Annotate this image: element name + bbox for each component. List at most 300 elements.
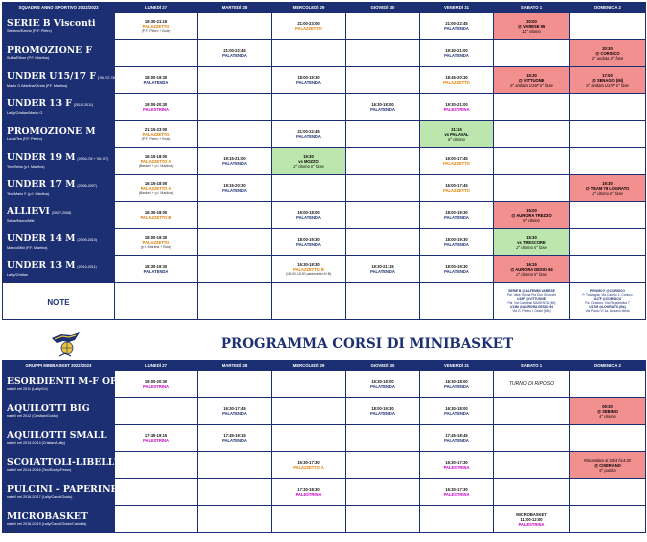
schedule-cell xyxy=(570,371,646,398)
gym-palazzetto: PALAZZETTO xyxy=(443,80,470,85)
schedule-cell xyxy=(198,506,272,533)
session-time: 18:00-19:30 xyxy=(297,75,320,80)
schedule-cell xyxy=(198,67,272,94)
gym-palestrina: PALESTRINA xyxy=(143,438,169,443)
minibasket-title: PROGRAMMA CORSI DI MINIBASKET xyxy=(220,336,514,352)
match-info: 9° ritorno xyxy=(523,217,540,223)
match-info: 6° andata U15F II° fase xyxy=(510,82,553,88)
schedule-cell xyxy=(420,148,494,175)
day-header: DOMENICA 2 xyxy=(570,3,646,13)
match-info: @ VITTUONE xyxy=(518,77,545,83)
team-name xyxy=(7,152,114,165)
schedule-cell xyxy=(420,94,494,121)
day-header: VENERDÌ 31 xyxy=(420,361,494,371)
session-time: 21:00-22:45 xyxy=(297,129,320,134)
team-cell xyxy=(3,175,115,202)
schedule-cell xyxy=(272,229,346,256)
section-label: GRUPPI MINIBASKET 2022/2023 xyxy=(3,361,115,371)
away-game-cell xyxy=(570,40,646,67)
away-game-cell xyxy=(570,67,646,94)
session-note: (Basket + p.f. Martina) xyxy=(138,191,174,195)
team-years: (2010-2011) xyxy=(73,103,94,108)
schedule-cell xyxy=(272,202,346,229)
session-time: 17:30-18:30 xyxy=(297,487,320,492)
session-time: 19:15-21:00 xyxy=(223,156,246,161)
schedule-cell xyxy=(494,94,570,121)
team-cell xyxy=(3,202,115,229)
schedule-cell xyxy=(346,40,420,67)
team-row xyxy=(3,13,646,40)
schedule-cell xyxy=(346,121,420,148)
schedule-cell xyxy=(346,229,420,256)
match-info: 2° andata II° fase xyxy=(591,55,624,61)
day-header: DOMENICA 2 xyxy=(570,361,646,371)
gym-palestrina: PALESTRINA xyxy=(443,492,470,497)
schedule-cell xyxy=(570,202,646,229)
team-cell xyxy=(3,452,136,479)
schedule-cell xyxy=(198,13,272,40)
gym-palatenda: PALATENDA xyxy=(444,26,469,31)
schedule-cell xyxy=(198,256,272,283)
schedule-cell xyxy=(570,121,646,148)
session-time: 19:30-21:15 xyxy=(144,19,168,24)
team-name-text: UNDER 13 M xyxy=(7,260,76,272)
away-game-cell xyxy=(494,256,570,283)
note-line: U15F @VITTUONE xyxy=(517,297,546,301)
session-time: 16:30-18:00 xyxy=(445,406,468,411)
gym-palazzetto: PALAZZETTO xyxy=(142,132,170,137)
schedule-cell xyxy=(198,40,272,67)
session-time: 18:00-19:30 xyxy=(371,406,394,411)
gym-palestrina: PALESTRINA xyxy=(143,384,169,389)
schedule-cell xyxy=(272,425,346,452)
section-label: SQUADRE ANNO SPORTIVO 2022/2023 xyxy=(3,3,115,13)
team-name-text: UNDER 17 M xyxy=(7,179,76,191)
team-name-text: SCOIATTOLI-LIBELLULE xyxy=(7,457,136,469)
schedule-cell xyxy=(272,371,346,398)
match-info: 15:30 xyxy=(526,234,537,240)
gym-palatenda: PALATENDA xyxy=(222,53,247,58)
team-name-text: AQUILOTTI SMALL xyxy=(7,430,107,442)
team-cell xyxy=(3,256,115,283)
notes-saturday xyxy=(494,283,570,320)
team-row xyxy=(3,479,646,506)
match-info: 2° ritorno II° fase xyxy=(516,271,547,277)
team-row xyxy=(3,175,646,202)
session-time: 21:00-22:45 xyxy=(223,48,246,53)
schedule-cell xyxy=(198,121,272,148)
team-name xyxy=(7,484,118,496)
match-info: @ SENAGO (Mi) xyxy=(591,77,624,83)
session-time: 16:00-18:00 xyxy=(297,210,320,215)
day-header: MARTEDÌ 28 xyxy=(198,361,272,371)
schedule-cell xyxy=(346,479,420,506)
schedule-cell xyxy=(115,479,198,506)
team-name xyxy=(7,403,114,414)
away-game-cell xyxy=(570,398,646,425)
team-coaches: Seba/Marco/Miki xyxy=(7,219,35,224)
schedule-cell xyxy=(346,506,420,533)
away-game-cell xyxy=(570,452,646,479)
team-cell xyxy=(3,148,115,175)
team-name-text: AQUILOTTI BIG xyxy=(7,403,90,415)
away-game-cell xyxy=(494,13,570,40)
schedule-cell xyxy=(198,202,272,229)
team-cell xyxy=(3,13,115,40)
gym-palatenda: PALATENDA xyxy=(222,188,247,193)
schedule-cell xyxy=(420,425,494,452)
team-years: (2009-2010) xyxy=(77,238,97,243)
match-info: 15:00 xyxy=(526,207,537,213)
session-note: (p.f. Martina + Bolz) xyxy=(140,245,172,249)
match-info: @ AURORA TREZZO xyxy=(511,212,552,218)
team-name xyxy=(7,206,114,219)
team-row xyxy=(3,229,646,256)
schedule-cell xyxy=(198,148,272,175)
gym-palazzetto: PALAZZETTO A xyxy=(140,159,172,164)
schedule-cell xyxy=(272,121,346,148)
note-line: SERIE B @ALFEMMI VARESE xyxy=(508,289,555,293)
rest-label: TURNO DI RIPOSO xyxy=(508,381,554,387)
session-time: 11:00-12:00 xyxy=(520,516,543,522)
gym-palazzetto: PALAZZETTO B xyxy=(293,267,324,272)
match-info: 11° ritorno xyxy=(522,28,541,34)
schedule-cell xyxy=(346,398,420,425)
match-info: 4° ritorno xyxy=(599,413,616,419)
schedule-cell xyxy=(115,202,198,229)
team-name xyxy=(7,71,123,84)
session-time: 19:30-21:00 xyxy=(445,48,468,53)
gym-palestrina: PALESTRINA xyxy=(143,107,169,112)
session-time: 18:00-19:30 xyxy=(144,75,168,80)
schedule-cell xyxy=(494,425,570,452)
basketball-eagle-logo-icon xyxy=(49,330,83,358)
team-years: (2010-2011) xyxy=(77,265,97,270)
team-coaches: nate/i nel 2013-2014 (Cristian/Lally) xyxy=(7,441,66,446)
day-header: MARTEDÌ 28 xyxy=(198,3,272,13)
team-name xyxy=(7,179,114,192)
match-info: vs PALAVAL xyxy=(444,131,469,137)
session-time: 17:45-18:45 xyxy=(445,433,468,438)
notes-empty-cell xyxy=(346,283,420,320)
team-name-text: PROMOZIONE F xyxy=(7,45,92,57)
schedule-cell xyxy=(494,175,570,202)
schedule-cell xyxy=(346,67,420,94)
gym-palatenda: PALATENDA xyxy=(444,384,469,389)
schedule-cell xyxy=(420,371,494,398)
note-line: Via Paolo VI 1a, Azzano Mella xyxy=(585,309,630,313)
gym-palatenda: PALATENDA xyxy=(444,411,469,416)
schedule-cell xyxy=(272,398,346,425)
day-header: SABATO 1 xyxy=(494,361,570,371)
schedule-cell xyxy=(420,506,494,533)
gym-palatenda: PALATENDA xyxy=(444,242,469,247)
schedule-cell xyxy=(272,40,346,67)
team-row xyxy=(3,148,646,175)
team-name xyxy=(7,18,114,29)
schedule-cell xyxy=(570,13,646,40)
match-info: vs MOZZO xyxy=(298,158,319,164)
session-time: 21:15-23:00 xyxy=(144,127,168,132)
session-time: 18:00-19:30 xyxy=(445,264,468,269)
match-info: Rimandata al 30/4 h14:30 xyxy=(584,457,631,463)
schedule-cell xyxy=(346,452,420,479)
match-info: 2° ritorno II° fase xyxy=(592,190,623,196)
session-time: 16:15-18:00 xyxy=(144,154,168,159)
match-info: 21:15 xyxy=(451,126,462,132)
note-line: Via G. Pietro i, Desio (Mb) xyxy=(512,309,551,313)
schedule-cell xyxy=(115,148,198,175)
team-coaches: nate/i nel 2014-2016 (Teo/Elody/Fesso) xyxy=(7,468,72,473)
schedule-cell xyxy=(420,202,494,229)
team-name xyxy=(7,233,114,246)
session-time: 16:30-18:00 xyxy=(371,379,394,384)
session-time: 18:00-19:30 xyxy=(445,210,468,215)
team-coaches: Stefano/Ezezio (P.F. Pietro) xyxy=(7,29,52,34)
team-coaches: Marco/Miki (P.F. Martina) xyxy=(7,246,48,251)
schedule-cell xyxy=(272,256,346,283)
home-game-cell xyxy=(420,121,494,148)
schedule-cell xyxy=(346,13,420,40)
session-time: 19:15-20:30 xyxy=(223,183,246,188)
gym-palatenda: PALATENDA xyxy=(370,269,395,274)
match-info: 17:00 xyxy=(602,72,613,78)
gym-palazzetto: PALAZZETTO A xyxy=(293,465,324,470)
match-info: @ AURORA DESIO 94 xyxy=(510,266,553,272)
schedule-cell xyxy=(115,94,198,121)
team-name xyxy=(7,98,114,111)
team-name-text: ESORDIENTI M-F OPEN xyxy=(7,376,133,388)
schedule-cell xyxy=(272,13,346,40)
gym-palazzetto: PALAZZETTO xyxy=(443,188,470,193)
gym-palatenda: PALATENDA xyxy=(222,438,247,443)
home-game-cell xyxy=(494,229,570,256)
gym-palatenda: PALATENDA xyxy=(296,134,321,139)
session-time: 19:00-20:30 xyxy=(144,102,168,107)
schedule-cell xyxy=(115,13,198,40)
schedule-cell xyxy=(346,175,420,202)
schedule-cell xyxy=(346,202,420,229)
team-years: (2006-2007) xyxy=(77,184,97,189)
team-row xyxy=(3,371,646,398)
session-time: 16:00-17:45 xyxy=(445,156,468,161)
schedule-cell xyxy=(420,398,494,425)
team-coaches: Mario G./Martina/Greta (P.F. Martina) xyxy=(7,84,68,89)
schedule-cell xyxy=(115,67,198,94)
team-coaches: Lally/Cristian xyxy=(7,273,29,278)
session-time: 16:30-18:00 xyxy=(445,379,468,384)
team-years: (2004-'05 + '06-'07) xyxy=(77,157,109,162)
gym-palazzetto: PALAZZETTO A xyxy=(140,186,172,191)
schedule-cell xyxy=(570,506,646,533)
schedule-cell xyxy=(198,175,272,202)
team-cell xyxy=(3,94,115,121)
team-years: ('06-'07-'08-'09) xyxy=(97,76,123,81)
schedule-cell xyxy=(272,452,346,479)
schedule-cell xyxy=(420,229,494,256)
schedule-cell xyxy=(115,175,198,202)
gym-palatenda: PALATENDA xyxy=(370,411,395,416)
schedule-cell xyxy=(272,479,346,506)
session-time: 21:00-23:00 xyxy=(297,21,320,26)
schedule-cell xyxy=(494,40,570,67)
bottom-header-row xyxy=(3,361,646,371)
schedule-cell xyxy=(198,229,272,256)
schedule-cell xyxy=(115,398,198,425)
team-cell xyxy=(3,479,118,506)
team-name xyxy=(7,260,114,273)
match-info: 16:15 xyxy=(526,261,537,267)
day-header: SABATO 1 xyxy=(494,3,570,13)
session-note: (Basket + p.f. Martina) xyxy=(138,164,174,168)
schedule-cell xyxy=(198,479,272,506)
session-time: 16:00-17:45 xyxy=(445,183,468,188)
match-info: 2° ritorno II° fase xyxy=(516,244,547,250)
team-coaches: nate/i nel 2012 (Cristian/Guido) xyxy=(7,414,59,419)
team-name xyxy=(7,45,114,56)
note-line: PROMO F @CORSICO xyxy=(590,289,625,293)
team-name xyxy=(7,126,114,137)
gym-palestrina: PALESTRINA xyxy=(443,465,470,470)
note-line: U17F @CORSICO xyxy=(593,297,622,301)
gym-palatenda: PALATENDA xyxy=(444,438,469,443)
team-name-text: PULCINI - PAPERINE xyxy=(7,484,118,496)
gym-palatenda: PALATENDA xyxy=(444,215,469,220)
session-time: 17:45-19:15 xyxy=(223,433,246,438)
session-time: 16:30-17:30 xyxy=(297,460,320,465)
away-game-cell xyxy=(494,202,570,229)
home-game-cell xyxy=(272,148,346,175)
schedule-cell xyxy=(115,425,198,452)
day-header: MERCOLEDÌ 29 xyxy=(272,3,346,13)
match-info: @ CISERANO xyxy=(594,462,621,468)
away-game-cell xyxy=(494,67,570,94)
schedule-cell xyxy=(420,13,494,40)
gym-palazzetto: PALAZZETTO xyxy=(142,240,170,245)
schedule-cell xyxy=(115,121,198,148)
team-row xyxy=(3,94,646,121)
match-info: 19:30 xyxy=(602,180,613,186)
session-time: 18:00-19:30 xyxy=(445,237,468,242)
note-line: U17M @LOGRATO (Bs) xyxy=(589,305,626,309)
team-row xyxy=(3,202,646,229)
day-header: VENERDÌ 31 xyxy=(420,3,494,13)
match-info: 20:30 xyxy=(602,45,613,51)
session-time: 18:30-19:30 xyxy=(144,264,168,269)
session-time: 17:45-19:15 xyxy=(144,433,168,438)
teams-schedule-table xyxy=(2,2,646,320)
match-info: 5° partita xyxy=(599,467,616,473)
gym-palestrina: PALESTRINA xyxy=(443,107,470,112)
notes-sunday xyxy=(570,283,646,320)
notes-empty-cell xyxy=(198,283,272,320)
gym-palazzetto: PALAZZETTO xyxy=(142,24,170,29)
session-time: 18:00-19:30 xyxy=(297,237,320,242)
schedule-cell xyxy=(494,398,570,425)
session-time: 16:30-18:00 xyxy=(144,210,168,215)
gym-palatenda: PALATENDA xyxy=(370,107,395,112)
note-line: Pal. Valle Olona Pia Don Gnocchi xyxy=(506,293,557,297)
schedule-cell xyxy=(420,67,494,94)
schedule-cell xyxy=(198,94,272,121)
session-note: (P.F. Pietro + Bolz) xyxy=(141,137,171,141)
team-row xyxy=(3,67,646,94)
rest-cell xyxy=(494,371,570,398)
match-info: @ CORSICO xyxy=(595,50,620,56)
session-time: 19:30-21:15 xyxy=(371,264,394,269)
match-info: 20:00 xyxy=(526,18,537,24)
team-name xyxy=(7,511,114,522)
team-row xyxy=(3,398,646,425)
session-time: 16:30-18:30 xyxy=(297,262,320,267)
team-name-text: UNDER 13 F xyxy=(7,98,72,110)
schedule-cell xyxy=(494,452,570,479)
schedule-cell xyxy=(494,479,570,506)
notes-empty-cell xyxy=(115,283,198,320)
team-cell xyxy=(3,371,133,398)
top-header-row xyxy=(3,3,646,13)
minibasket-schedule-table xyxy=(2,360,646,533)
minibasket-section-header xyxy=(2,327,645,360)
session-time: 16:15-18:00 xyxy=(144,181,168,186)
schedule-cell xyxy=(115,256,198,283)
team-row xyxy=(3,506,646,533)
match-info: @ VARESE 95 xyxy=(517,23,546,29)
schedule-cell xyxy=(346,256,420,283)
session-note: (P.F. Pietro + Bolz) xyxy=(141,29,171,33)
match-info: 5° andata U17F II° fase xyxy=(586,82,629,88)
team-coaches: nate/i nel 2011 (Lally/Cri) xyxy=(7,387,48,392)
schedule-cell xyxy=(346,94,420,121)
match-info: 09:30 xyxy=(602,403,613,409)
gym-palestrina: PALESTRINA xyxy=(518,521,545,527)
match-info: @ SEBINO xyxy=(597,408,618,414)
session-time: 21:00-22:45 xyxy=(445,21,468,26)
schedule-cell xyxy=(494,121,570,148)
team-coaches: Sofia/Ettore (P.F. Martina) xyxy=(7,56,49,61)
gym-palatenda: PALATENDA xyxy=(222,411,247,416)
schedule-cell xyxy=(346,425,420,452)
team-name-text: UNDER U15/17 F xyxy=(7,71,96,83)
schedule-cell xyxy=(420,40,494,67)
gym-palestrina: PALESTRINA xyxy=(295,492,322,497)
match-info: 19:30 xyxy=(303,153,314,159)
team-name-text: PROMOZIONE M xyxy=(7,126,96,138)
day-header: GIOVEDÌ 30 xyxy=(346,3,420,13)
session-note: (18:00-18:30 palazzetto A+B) xyxy=(285,272,332,276)
team-coaches: nate/i nel 2016-2017 (Lally/Carol/Guido) xyxy=(7,495,73,500)
gym-palazzetto: PALAZZETTO xyxy=(443,161,470,166)
team-row xyxy=(3,452,646,479)
team-name-text: MICROBASKET xyxy=(7,511,88,523)
schedule-cell xyxy=(115,40,198,67)
schedule-cell xyxy=(115,229,198,256)
schedule-cell xyxy=(115,506,198,533)
match-info: vs TRESCORE xyxy=(517,239,546,245)
team-row xyxy=(3,121,646,148)
team-name-text: UNDER 14 M xyxy=(7,233,76,245)
session-time: 19:00-20:30 xyxy=(144,379,168,384)
session-time: 16:30-17:30 xyxy=(445,460,468,465)
schedule-cell xyxy=(272,506,346,533)
schedule-cell xyxy=(570,425,646,452)
day-header: GIOVEDÌ 30 xyxy=(346,361,420,371)
team-row xyxy=(3,425,646,452)
team-row xyxy=(3,256,646,283)
gym-palazzetto: PALAZZETTO xyxy=(295,26,322,31)
schedule-cell xyxy=(570,229,646,256)
gym-palatenda: PALATENDA xyxy=(370,384,395,389)
